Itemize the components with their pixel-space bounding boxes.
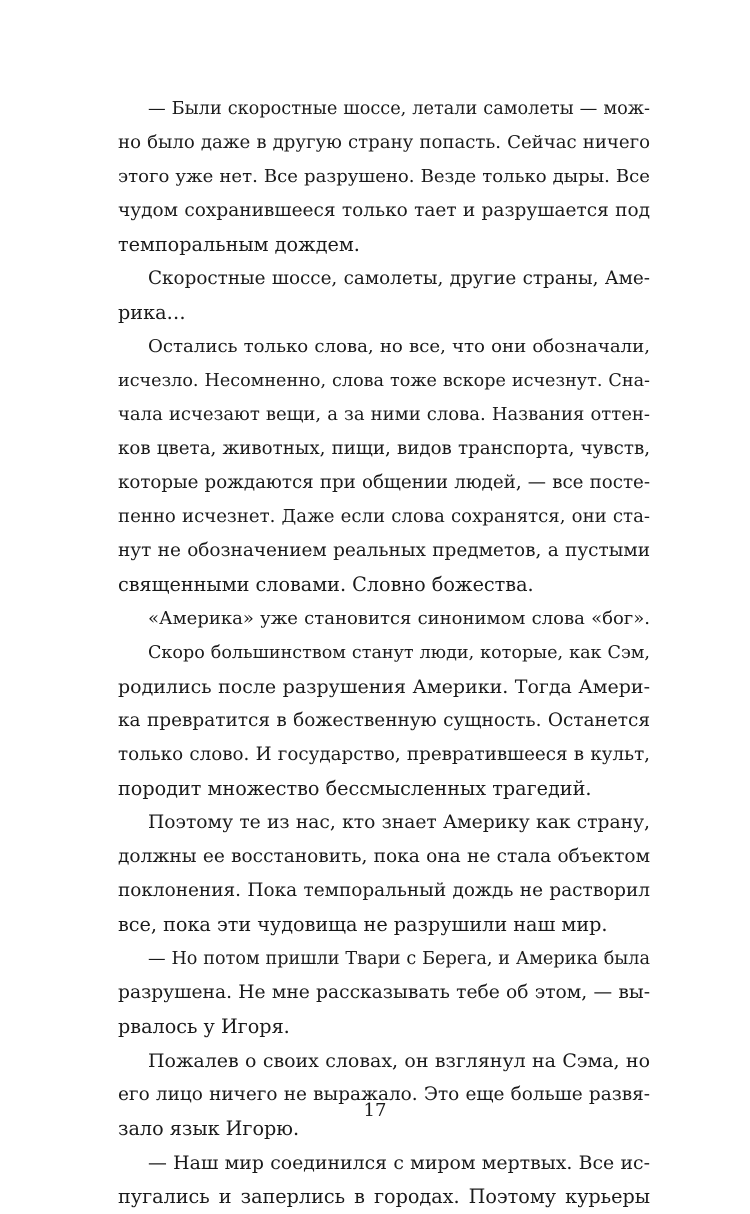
text-line: — Но потом пришли Твари с Берега, и Америка была [148,949,650,969]
text-line: ка превратится в божественную сущность. Останется [118,710,650,731]
text-line: породит множество бессмысленных трагедий. [118,777,592,800]
text-line: чудом сохранившееся только тает и разрушается под [118,200,650,221]
text-line: родились после разрушения Америки. Тогда Амери- [118,676,650,698]
text-line: Скоро большинством станут люди, которые, как Сэм, [148,643,650,663]
text-line: рика… [118,301,186,324]
text-line: его лицо ничего не выражало. Это еще больше развя- [118,1084,650,1105]
text-line: темпоральным дождем. [118,233,360,256]
text-line: только слово. И государство, превратившееся в культ, [118,744,650,765]
text-line: Скоростные шоссе, самолеты, другие страны, Аме- [148,268,650,289]
text-line: Пожалев о своих словах, он взглянул на Сэма, но [148,1050,650,1072]
text-line: пенно исчезнет. Даже если слова сохранятся, они ста- [118,506,650,527]
text-line: разрушена. Не мне рассказывать тебе об этом, — вы- [118,982,650,1003]
text-line: «Америка» уже становится синонимом слова «бог». [148,608,650,629]
text-line: ков цвета, животных, пищи, видов транспорта, чувств, [118,438,650,459]
page-number: 17 [363,1100,387,1121]
text-line: нут не обозначением реальных предметов, а пустыми [118,540,650,561]
text-line: зало язык Игорю. [118,1117,300,1140]
text-line: Поэтому те из нас, кто знает Америку как страну, [148,812,650,833]
text-line: чала исчезают вещи, а за ними слова. Названия оттен- [118,404,650,425]
text-line: — Были скоростные шоссе, летали самолеты — мож- [148,99,650,119]
text-line: пугались и заперлись в городах. Поэтому курьеры [118,1185,650,1208]
text-line: поклонения. Пока темпоральный дождь не растворил [118,880,650,901]
text-line: но было даже в другую страну попасть. Сейчас ничего [118,132,650,153]
text-line: которые рождаются при общении людей, — все посте- [118,472,650,493]
body-text [118,92,650,1214]
text-line: рвалось у Игоря. [118,1015,290,1038]
text-line: должны ее восстановить, пока она не стала объектом [118,846,650,867]
text-line: этого уже нет. Все разрушено. Везде только дыры. Все [118,166,650,187]
text-line: Остались только слова, но все, что они обозначали, [148,336,650,357]
text-line: — Наш мир соединился с миром мертвых. Все ис- [148,1152,650,1174]
text-line: исчезло. Несомненно, слова тоже вскоре исчезнут. Сна- [118,371,650,391]
text-line: священными словами. Словно божества. [118,573,534,596]
text-line: все, пока эти чудовища не разрушили наш мир. [118,913,608,936]
